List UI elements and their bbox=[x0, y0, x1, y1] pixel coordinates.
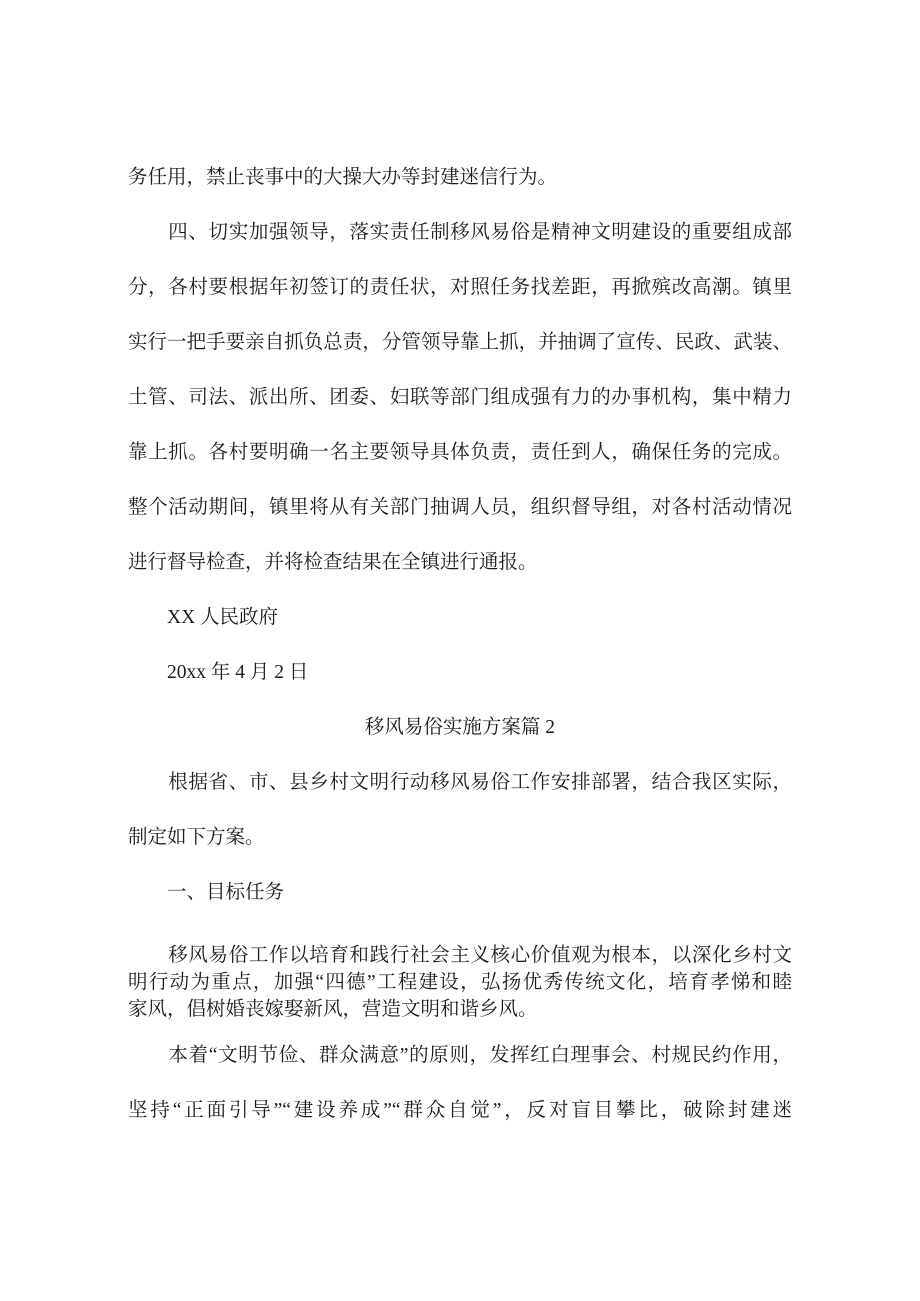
doc-line: 进行督导检查，并将检查结果在全镇进行通报。 bbox=[128, 552, 538, 573]
doc-line: 制定如下方案。 bbox=[128, 827, 265, 848]
doc-line: 家风，倡树婚丧嫁娶新风，营造文明和谐乡风。 bbox=[128, 999, 538, 1020]
signature-line: XX 人民政府 bbox=[128, 607, 279, 628]
doc-line: 土管、司法、派出所、团委、妇联等部门组成强有力的办事机构，集中精力 bbox=[128, 387, 792, 408]
document-text bbox=[128, 150, 792, 1138]
date-line: 20xx 年 4 月 2 日 bbox=[128, 662, 309, 683]
doc-line: 靠上抓。各村要明确一名主要领导具体负责，责任到人，确保任务的完成。 bbox=[128, 442, 792, 463]
subheading-line: 一、目标任务 bbox=[128, 882, 285, 903]
doc-line: 实行一把手要亲自抓负总责，分管领导靠上抓，并抽调了宣传、民政、武装、 bbox=[128, 332, 792, 353]
doc-line: 四、切实加强领导，落实责任制移风易俗是精神文明建设的重要组成部 bbox=[128, 222, 792, 243]
doc-line: 整个活动期间，镇里将从有关部门抽调人员，组织督导组，对各村活动情况 bbox=[128, 497, 792, 518]
doc-line: 坚持“正面引导”“建设养成”“群众自觉”，反对盲目攀比，破除封建迷 bbox=[128, 1100, 792, 1121]
doc-line: 务任用，禁止丧事中的大操大办等封建迷信行为。 bbox=[128, 167, 558, 188]
section-heading: 移风易俗实施方案篇 2 bbox=[364, 717, 556, 738]
doc-line: 明行动为重点，加强“四德”工程建设，弘扬优秀传统文化，培育孝悌和睦 bbox=[128, 972, 792, 993]
doc-line: 根据省、市、县乡村文明行动移风易俗工作安排部署，结合我区实际， bbox=[128, 772, 792, 793]
doc-line: 本着“文明节俭、群众满意”的原则，发挥红白理事会、村规民约作用， bbox=[128, 1045, 792, 1066]
doc-line: 移风易俗工作以培育和践行社会主义核心价值观为根本，以深化乡村文 bbox=[128, 945, 792, 966]
doc-line: 分，各村要根据年初签订的责任状，对照任务找差距，再掀殡改高潮。镇里 bbox=[128, 277, 792, 298]
